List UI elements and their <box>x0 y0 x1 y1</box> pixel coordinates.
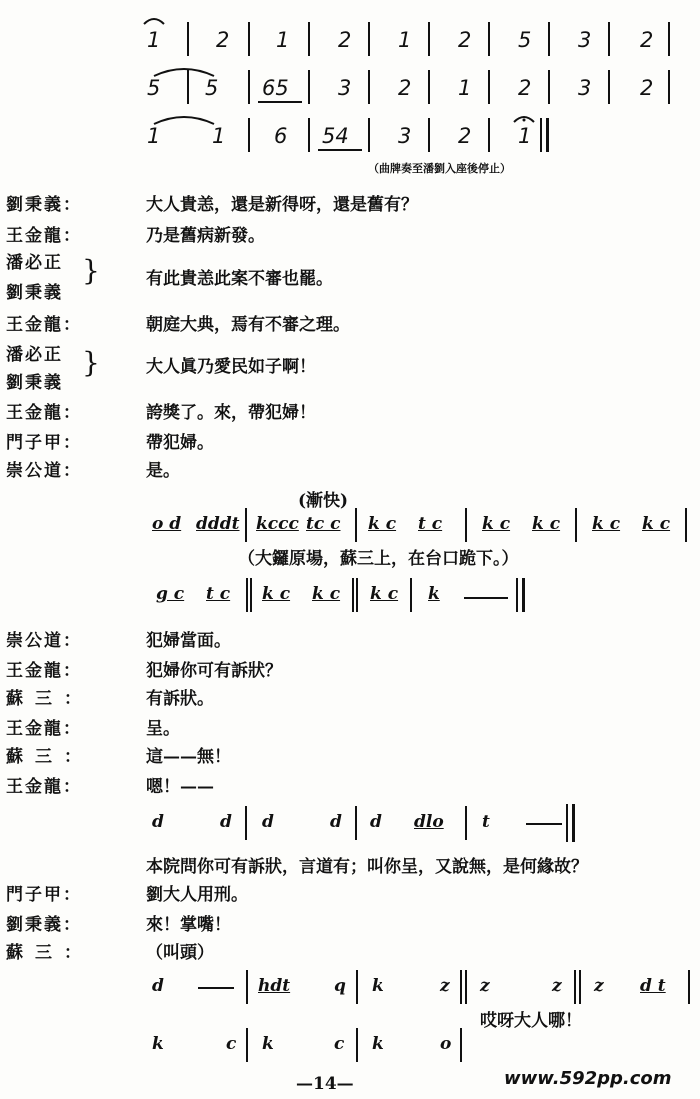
dialogue-line: 是。 <box>146 461 180 481</box>
barline <box>356 970 358 1004</box>
speaker-name: 王金龍： <box>6 719 82 739</box>
repeat-barline <box>465 970 467 1004</box>
dialogue-line: 大人眞乃愛民如子啊！ <box>146 357 316 377</box>
speaker-name: 劉秉義 <box>6 373 63 393</box>
perc-beat: dlo <box>414 812 444 832</box>
barline <box>488 70 490 104</box>
perc-beat: k c <box>592 514 621 534</box>
dialogue-line: （叫頭） <box>146 943 214 963</box>
repeat-barline <box>250 578 252 612</box>
dialogue-line: 乃是舊病新發。 <box>146 226 265 246</box>
repeat-barline <box>356 578 358 612</box>
brace: } <box>82 254 100 287</box>
speaker-name: 劉秉義： <box>6 195 82 215</box>
speaker-name: 王金龍： <box>6 661 82 681</box>
note: 5 <box>205 76 219 100</box>
note: 2 <box>458 28 472 52</box>
speaker-name: 王金龍： <box>6 403 82 423</box>
tie-mark <box>152 66 216 78</box>
speaker-name: 劉秉義 <box>6 283 63 303</box>
perc-beat: k c <box>642 514 671 534</box>
note: 2 <box>640 28 654 52</box>
note: 65 <box>262 76 289 100</box>
perc-beat: c <box>334 1034 345 1054</box>
dash-line <box>198 986 234 990</box>
perc-beat: q <box>334 976 346 996</box>
speaker-name: 門子甲： <box>6 885 82 905</box>
barline <box>428 70 430 104</box>
stage-direction: （大鑼原場，蘇三上，在台口跪下。） <box>238 549 519 569</box>
stage-direction: （曲牌奏至潘劉入座後停止） <box>368 162 511 175</box>
perc-beat: d <box>152 976 164 996</box>
perc-beat: k <box>372 1034 384 1054</box>
dialogue-line: 這——無！ <box>146 747 231 767</box>
barline <box>368 70 370 104</box>
barline <box>248 118 250 152</box>
dialogue-line: 帶犯婦。 <box>146 433 214 453</box>
barline <box>428 118 430 152</box>
perc-beat: k <box>152 1034 164 1054</box>
barline <box>668 22 670 56</box>
note: 2 <box>216 28 230 52</box>
perc-beat: d t <box>640 976 666 996</box>
barline <box>356 1028 358 1062</box>
end-barline <box>546 118 549 152</box>
note: 3 <box>398 124 412 148</box>
note: 2 <box>398 76 412 100</box>
perc-beat: c <box>226 1034 237 1054</box>
perc-beat: k <box>262 1034 274 1054</box>
barline <box>355 806 357 840</box>
barline <box>187 70 189 104</box>
perc-beat: z <box>480 976 490 996</box>
barline <box>248 70 250 104</box>
note: 5 <box>147 76 161 100</box>
barline <box>428 22 430 56</box>
perc-beat: k c <box>482 514 511 534</box>
perc-beat: o d <box>152 514 182 534</box>
barline <box>548 22 550 56</box>
sung-line: 哎呀大人哪！ <box>480 1011 582 1031</box>
perc-beat: tc c <box>306 514 341 534</box>
underline-beam <box>258 100 302 104</box>
dash-line <box>526 822 562 826</box>
note: 3 <box>578 76 592 100</box>
perc-beat: k <box>372 976 384 996</box>
fermata-mark <box>142 14 166 26</box>
speaker-name: 王金龍： <box>6 777 82 797</box>
dialogue-line: 來！掌嘴！ <box>146 915 231 935</box>
perc-beat: o <box>440 1034 452 1054</box>
perc-beat: z <box>552 976 562 996</box>
note: 2 <box>640 76 654 100</box>
barline <box>465 806 467 840</box>
perc-beat: k c <box>312 584 341 604</box>
perc-beat: t c <box>418 514 443 534</box>
barline <box>575 508 577 542</box>
dialogue-line: 呈。 <box>146 719 180 739</box>
end-barline <box>540 118 542 152</box>
speaker-name: 劉秉義： <box>6 915 82 935</box>
barline <box>685 508 687 542</box>
repeat-barline <box>579 970 581 1004</box>
dash-line <box>464 596 508 600</box>
tempo-mark: (漸快) <box>298 491 349 511</box>
perc-beat: d <box>330 812 342 832</box>
brace: } <box>82 346 100 379</box>
perc-beat: kccc <box>256 514 299 534</box>
end-barline <box>522 578 525 612</box>
speaker-name: 蘇三： <box>6 747 93 767</box>
dialogue-line: 誇獎了。來，帶犯婦！ <box>146 403 316 423</box>
barline <box>355 508 357 542</box>
note: 2 <box>518 76 532 100</box>
end-barline <box>572 804 575 842</box>
barline <box>668 70 670 104</box>
note: 2 <box>338 28 352 52</box>
dialogue-line: 朝庭大典，焉有不審之理。 <box>146 315 350 335</box>
perc-beat: k c <box>368 514 397 534</box>
repeat-barline <box>574 970 576 1004</box>
barline <box>308 22 310 56</box>
repeat-barline <box>246 578 248 612</box>
fermata-mark <box>512 112 536 124</box>
perc-beat: d <box>262 812 274 832</box>
perc-beat: k c <box>370 584 399 604</box>
barline <box>246 970 248 1004</box>
note: 3 <box>578 28 592 52</box>
perc-beat: d <box>152 812 164 832</box>
perc-beat: k c <box>262 584 291 604</box>
barline <box>608 22 610 56</box>
note: 1 <box>518 124 532 148</box>
speaker-name: 蘇三： <box>6 943 93 963</box>
repeat-barline <box>460 970 462 1004</box>
speaker-name: 潘必正 <box>6 253 63 273</box>
speaker-name: 崇公道： <box>6 461 82 481</box>
speaker-name: 蘇三： <box>6 689 93 709</box>
dialogue-line: 劉大人用刑。 <box>146 885 248 905</box>
perc-beat: d <box>220 812 232 832</box>
dialogue-line: 有訴狀。 <box>146 689 214 709</box>
barline <box>548 70 550 104</box>
barline <box>368 118 370 152</box>
end-barline <box>566 804 568 842</box>
speaker-name: 崇公道： <box>6 631 82 651</box>
barline <box>248 22 250 56</box>
perc-beat: dddt <box>196 514 240 534</box>
barline <box>410 578 412 612</box>
barline <box>465 508 467 542</box>
barline <box>246 1028 248 1062</box>
note: 1 <box>458 76 472 100</box>
underline-beam <box>318 148 362 152</box>
dialogue-line: 嗯！—— <box>146 777 214 797</box>
barline <box>488 22 490 56</box>
dialogue-line: 犯婦當面。 <box>146 631 231 651</box>
note: 2 <box>458 124 472 148</box>
barline <box>187 22 189 56</box>
dialogue-line: 大人貴恙，還是新得呀，還是舊有？ <box>146 195 418 215</box>
page-number: —14— <box>296 1074 354 1094</box>
perc-beat: z <box>440 976 450 996</box>
note: 1 <box>212 124 226 148</box>
perc-beat: g c <box>156 584 185 604</box>
watermark: www.592pp.com <box>504 1068 672 1089</box>
end-barline <box>516 578 518 612</box>
barline <box>245 508 247 542</box>
barline <box>688 970 690 1004</box>
speaker-name: 王金龍： <box>6 315 82 335</box>
perc-beat: t <box>482 812 490 832</box>
barline <box>488 118 490 152</box>
speaker-name: 門子甲： <box>6 433 82 453</box>
note: 54 <box>322 124 349 148</box>
perc-beat: t c <box>206 584 231 604</box>
perc-beat: d <box>370 812 382 832</box>
dialogue-line: 犯婦你可有訴狀？ <box>146 661 282 681</box>
speaker-name: 王金龍： <box>6 226 82 246</box>
repeat-barline <box>352 578 354 612</box>
barline <box>245 806 247 840</box>
perc-beat: z <box>594 976 604 996</box>
barline <box>460 1028 462 1062</box>
note: 1 <box>147 28 161 52</box>
dialogue-line: 本院問你可有訴狀，言道有；叫你呈，又說無，是何緣故？ <box>146 857 588 877</box>
dialogue-line: 有此貴恙此案不審也罷。 <box>146 269 333 289</box>
speaker-name: 潘必正 <box>6 345 63 365</box>
note: 1 <box>147 124 161 148</box>
barline <box>308 118 310 152</box>
barline <box>308 70 310 104</box>
perc-beat: k <box>428 584 440 604</box>
tie-mark <box>152 114 216 126</box>
note: 1 <box>398 28 412 52</box>
note: 3 <box>338 76 352 100</box>
barline <box>368 22 370 56</box>
note: 1 <box>276 28 290 52</box>
note: 6 <box>274 124 288 148</box>
perc-beat: k c <box>532 514 561 534</box>
perc-beat: hdt <box>258 976 291 996</box>
barline <box>608 70 610 104</box>
note: 5 <box>518 28 532 52</box>
